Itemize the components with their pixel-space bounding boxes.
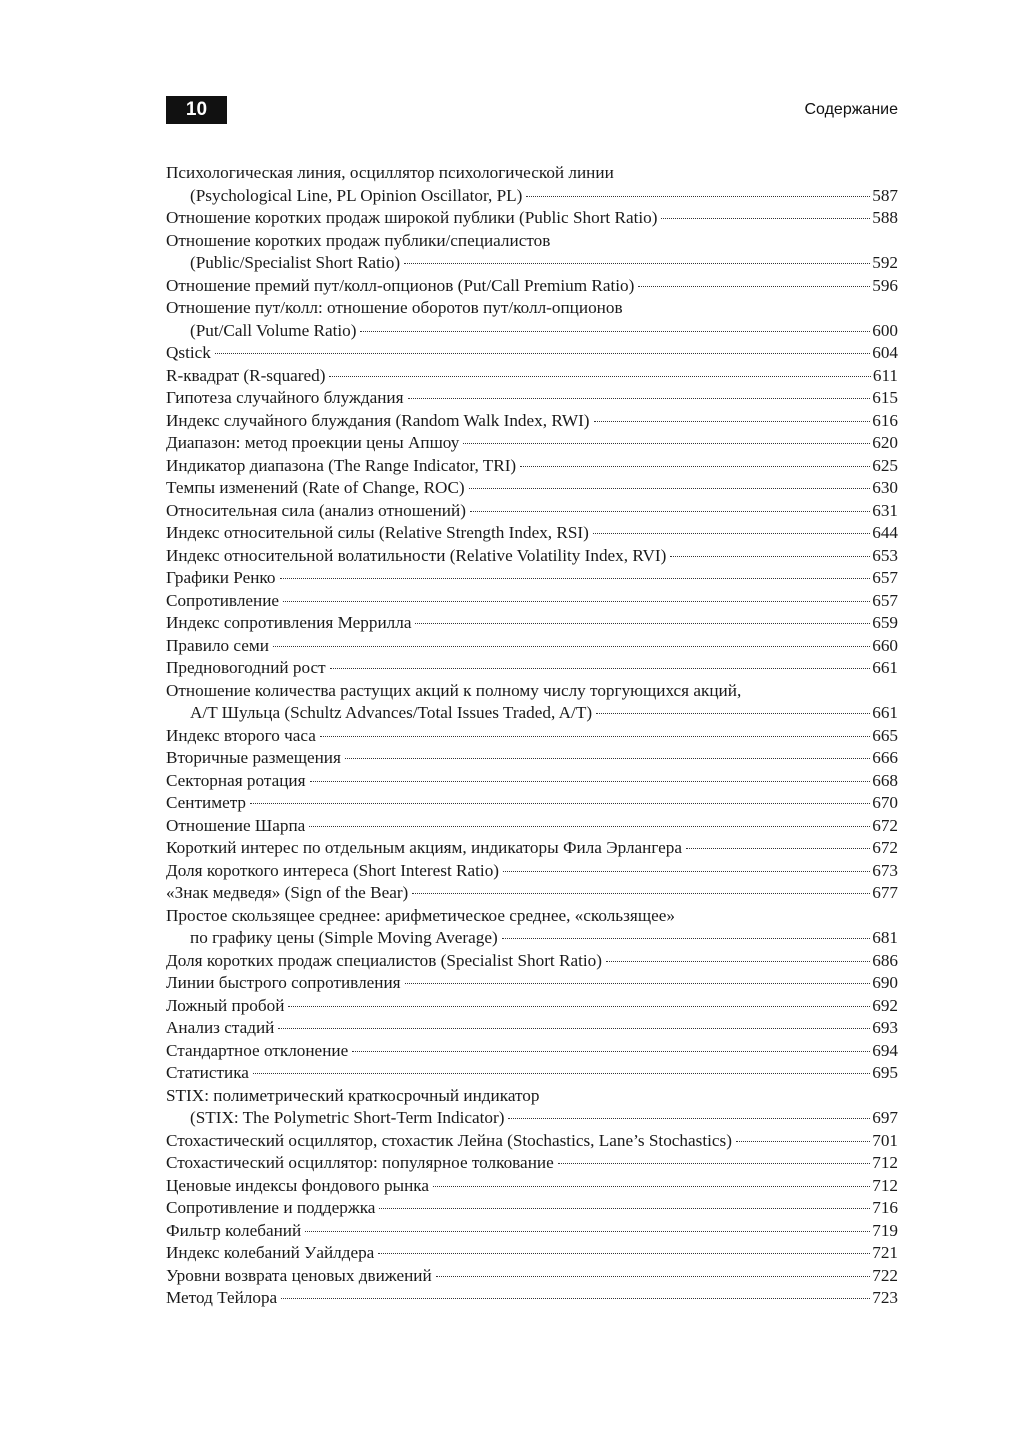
toc-entry-title: Отношение коротких продаж широкой публики (Public Short Ratio) <box>166 208 658 227</box>
toc-page-number: 719 <box>872 1220 898 1240</box>
dot-leader <box>558 1163 871 1164</box>
toc-entry-title: (Put/Call Volume Ratio) <box>190 320 357 340</box>
dot-leader <box>670 556 870 557</box>
toc-entry-title: Доля короткого интереса (Short Interest Ratio) <box>166 860 500 880</box>
toc-entry[interactable] <box>166 882 898 905</box>
toc-entry-line <box>166 770 898 793</box>
toc-entry[interactable] <box>166 837 898 860</box>
toc-entry-line <box>166 567 898 590</box>
toc-page-number: 620 <box>872 433 898 452</box>
toc-entry-title: Индекс сопротивления Меррилла <box>166 613 412 632</box>
dot-leader <box>593 533 870 534</box>
toc-entry-line <box>166 387 898 410</box>
toc-entry-line <box>166 905 898 928</box>
toc-page-number: 657 <box>872 590 898 610</box>
toc-entry-title: Правило семи <box>166 635 269 655</box>
toc-entry-line <box>166 1062 898 1085</box>
dot-leader <box>250 803 870 804</box>
dot-leader <box>330 668 871 669</box>
toc-entry[interactable] <box>166 950 898 973</box>
toc-entry-title: Психологическая линия, осциллятор психологической линии <box>166 163 614 182</box>
toc-entry[interactable] <box>166 995 898 1018</box>
toc-entry[interactable] <box>166 297 898 342</box>
toc-entry-title: (Public/Specialist Short Ratio) <box>190 253 401 272</box>
toc-page-number: 670 <box>872 793 898 812</box>
dot-leader <box>280 578 871 579</box>
toc-page-number: 657 <box>872 568 898 587</box>
toc-entry-title: Графики Ренко <box>166 568 276 587</box>
toc-entry-title: Диапазон: метод проекции цены Апшоу <box>166 433 460 452</box>
dot-leader <box>278 1028 870 1029</box>
dot-leader <box>526 196 870 197</box>
toc-entry[interactable] <box>166 162 898 207</box>
dot-leader <box>320 736 870 737</box>
dot-leader <box>596 713 870 714</box>
toc-entry-title: Короткий интерес по отдельным акциям, индикаторы Фила Эрлангера <box>166 838 683 857</box>
dot-leader <box>638 286 870 287</box>
toc-entry[interactable] <box>166 522 898 545</box>
toc-entry-title: Стохастический осциллятор, стохастик Лейна (Stochastics, Lane’s Stochastics) <box>166 1130 732 1150</box>
toc-entry-title: Доля коротких продаж специалистов (Specialist Short Ratio) <box>166 950 602 970</box>
toc-page-number: 587 <box>872 185 898 205</box>
toc-page-number: 694 <box>872 1040 898 1060</box>
toc-entry-title: Стохастический осциллятор: популярное толкование <box>166 1153 554 1172</box>
toc-entry[interactable] <box>166 612 898 635</box>
toc-entry-title: Qstick <box>166 343 211 362</box>
toc-page-number: 693 <box>872 1018 898 1037</box>
dot-leader <box>503 871 870 872</box>
toc-entry[interactable] <box>166 1287 898 1310</box>
toc-entry-line <box>166 275 898 298</box>
toc-entry[interactable] <box>166 207 898 230</box>
toc-page-number: 659 <box>872 613 898 632</box>
dot-leader <box>352 1051 870 1052</box>
dot-leader <box>310 781 871 782</box>
toc-page-number: 695 <box>872 1063 898 1082</box>
toc-entry-line <box>166 455 898 478</box>
dot-leader <box>283 601 870 602</box>
toc-entry-title: (Psychological Line, PL Opinion Oscillator, PL) <box>190 185 523 205</box>
toc-page-number: 697 <box>872 1108 898 1127</box>
toc-entry-title: (STIX: The Polymetric Short-Term Indicator) <box>190 1108 505 1127</box>
toc-entry-line <box>166 1040 898 1063</box>
dot-leader <box>329 376 870 377</box>
toc-entry-line <box>166 882 898 905</box>
toc-page-number: 681 <box>872 928 898 947</box>
dot-leader <box>594 421 871 422</box>
toc-page-number: 625 <box>872 455 898 475</box>
toc-page-number: 712 <box>872 1153 898 1172</box>
toc-page-number: 615 <box>872 388 898 407</box>
toc-page-number: 653 <box>872 545 898 565</box>
toc-entry-title: Индекс относительной волатильности (Relative Volatility Index, RVI) <box>166 545 667 565</box>
toc-entry-line <box>166 657 898 680</box>
toc-entry-title: Индекс колебаний Уайлдера <box>166 1243 375 1262</box>
toc-page-number: 712 <box>872 1175 898 1195</box>
toc-entry-line <box>166 927 898 950</box>
toc-entry-line <box>166 725 898 748</box>
toc-entry-line <box>166 747 898 770</box>
toc-entry-line <box>166 972 898 995</box>
toc-entry-title: Секторная ротация <box>166 770 306 790</box>
toc-page-number: 666 <box>872 748 898 767</box>
dot-leader <box>215 353 870 354</box>
toc-entry[interactable] <box>166 432 898 455</box>
dot-leader <box>288 1006 870 1007</box>
running-title: Содержание <box>804 101 898 118</box>
toc-page-number: 588 <box>872 208 898 227</box>
dot-leader <box>469 488 871 489</box>
toc-entry-line <box>166 612 898 635</box>
toc-entry[interactable] <box>166 1220 898 1243</box>
toc-entry-line <box>166 432 898 455</box>
toc-page-number: 686 <box>872 950 898 970</box>
dot-leader <box>502 938 870 939</box>
toc-page-number: 668 <box>872 770 898 790</box>
dot-leader <box>463 443 870 444</box>
toc-page-number: 661 <box>872 658 898 677</box>
toc-entry-line <box>166 590 898 613</box>
toc-page-number: 701 <box>872 1130 898 1150</box>
toc-entry-line <box>166 365 898 388</box>
toc-entry[interactable] <box>166 500 898 523</box>
toc-page-number: 661 <box>872 703 898 722</box>
toc-entry-title: Уровни возврата ценовых движений <box>166 1265 432 1285</box>
toc-entry[interactable] <box>166 545 898 568</box>
toc-entry-title: Индикатор диапазона (The Range Indicator, TRI) <box>166 455 517 475</box>
toc-page-number: 692 <box>872 995 898 1015</box>
dot-leader <box>405 983 871 984</box>
toc-entry-line <box>166 1017 898 1040</box>
dot-leader <box>273 646 870 647</box>
toc-entry-line <box>166 477 898 500</box>
toc-entry[interactable] <box>166 1130 898 1153</box>
toc-page-number: 672 <box>872 838 898 857</box>
toc-page-number: 660 <box>872 635 898 655</box>
toc-entry[interactable] <box>166 567 898 590</box>
toc-entry-line <box>166 1130 898 1153</box>
toc-entry[interactable] <box>166 815 898 838</box>
toc-entry-line <box>166 1085 898 1108</box>
toc-entry-title: Отношение пут/колл: отношение оборотов пут/колл-опционов <box>166 298 623 317</box>
toc-entry-line <box>166 1152 898 1175</box>
toc-page-number: 604 <box>872 343 898 362</box>
toc-entry[interactable] <box>166 1175 898 1198</box>
toc-entry-title: Предновогодний рост <box>166 658 326 677</box>
toc-page-number: 665 <box>872 725 898 745</box>
toc-entry[interactable] <box>166 1017 898 1040</box>
toc-page-number: 721 <box>872 1243 898 1262</box>
toc-entry-title: Индекс относительной силы (Relative Strength Index, RSI) <box>166 523 589 542</box>
dot-leader <box>345 758 870 759</box>
toc-entry[interactable] <box>166 1040 898 1063</box>
toc-page-number: 716 <box>872 1198 898 1217</box>
toc-entry-title: Сентиметр <box>166 793 247 812</box>
toc-entry[interactable] <box>166 410 898 433</box>
dot-leader <box>378 1253 870 1254</box>
toc-page-number: 630 <box>872 478 898 497</box>
toc-entry-line <box>166 207 898 230</box>
toc-page-number: 644 <box>872 523 898 542</box>
toc-page-number: 611 <box>872 365 898 385</box>
toc-page-number: 631 <box>872 500 898 520</box>
toc-entry[interactable] <box>166 792 898 815</box>
toc-entry-line <box>166 860 898 883</box>
toc-entry-line <box>166 702 898 725</box>
toc-entry-line <box>166 1287 898 1310</box>
toc-entry[interactable] <box>166 1062 898 1085</box>
dot-leader <box>281 1298 870 1299</box>
toc-entry-title: Ложный пробой <box>166 995 285 1015</box>
toc-entry[interactable] <box>166 590 898 613</box>
toc-page-number: 690 <box>872 973 898 992</box>
dot-leader <box>436 1276 871 1277</box>
toc-entry-line <box>166 950 898 973</box>
toc-page-number: 596 <box>872 275 898 295</box>
toc-entry-title: Индекс случайного блуждания (Random Walk Index, RWI) <box>166 410 590 430</box>
toc-entry-line <box>166 635 898 658</box>
toc-entry-title: A/T Шульца (Schultz Advances/Total Issues Traded, A/T) <box>190 703 593 722</box>
toc-entry-title: Стандартное отклонение <box>166 1040 349 1060</box>
toc-entry[interactable] <box>166 1197 898 1220</box>
toc-entry-title: Анализ стадий <box>166 1018 275 1037</box>
dot-leader <box>508 1118 870 1119</box>
toc-entry-line <box>166 297 898 320</box>
toc-entry[interactable] <box>166 657 898 680</box>
toc-entry-title: STIX: полиметрический краткосрочный индикатор <box>166 1085 540 1105</box>
toc-entry-line <box>166 500 898 523</box>
toc-entry-title: Сопротивление <box>166 590 280 610</box>
toc-entry-title: Темпы изменений (Rate of Change, ROC) <box>166 478 465 497</box>
dot-leader <box>404 263 870 264</box>
toc-entry[interactable] <box>166 680 898 725</box>
toc-entry-title: Линии быстрого сопротивления <box>166 973 401 992</box>
toc-entry[interactable] <box>166 1085 898 1130</box>
toc-entry[interactable] <box>166 455 898 478</box>
dot-leader <box>433 1186 870 1187</box>
toc-entry[interactable] <box>166 1152 898 1175</box>
toc-entry-line <box>166 815 898 838</box>
toc-entry-title: Индекс второго часа <box>166 725 316 745</box>
toc-entry-title: Простое скользящее среднее: арифметическое среднее, «скользящее» <box>166 905 675 925</box>
toc-entry-title: Вторичные размещения <box>166 748 341 767</box>
toc-entry-line <box>166 252 898 275</box>
toc-entry-line <box>166 837 898 860</box>
dot-leader <box>736 1141 870 1142</box>
toc-entry-line <box>166 1197 898 1220</box>
toc-entry-line <box>166 792 898 815</box>
dot-leader <box>661 218 870 219</box>
toc-entry-title: Отношение коротких продаж публики/специалистов <box>166 230 551 250</box>
toc-page-number: 600 <box>872 320 898 340</box>
toc-entry-title: R-квадрат (R-squared) <box>166 365 326 385</box>
dot-leader <box>305 1231 870 1232</box>
toc-entry[interactable] <box>166 747 898 770</box>
toc-entry[interactable] <box>166 635 898 658</box>
toc-entry-title: Сопротивление и поддержка <box>166 1198 376 1217</box>
toc-entry[interactable] <box>166 342 898 365</box>
toc-page-number: 672 <box>872 815 898 835</box>
toc-entry-line <box>166 1107 898 1130</box>
dot-leader <box>309 826 870 827</box>
toc-entry[interactable] <box>166 725 898 748</box>
toc-page-number: 616 <box>872 410 898 430</box>
toc-entry[interactable] <box>166 905 898 950</box>
toc-entry-line <box>166 185 898 208</box>
toc-page-number: 673 <box>872 860 898 880</box>
toc-entry-title: Отношение Шарпа <box>166 815 306 835</box>
dot-leader <box>408 398 871 399</box>
dot-leader <box>686 848 870 849</box>
toc-entry-line <box>166 1175 898 1198</box>
toc-entry[interactable] <box>166 860 898 883</box>
toc-entry-title: Относительная сила (анализ отношений) <box>166 500 466 520</box>
toc-entry-title: Отношение премий пут/колл-опционов (Put/Call Premium Ratio) <box>166 275 635 295</box>
toc-entry[interactable] <box>166 365 898 388</box>
dot-leader <box>415 623 870 624</box>
toc-entry-title: по графику цены (Simple Moving Average) <box>190 928 498 947</box>
toc-entry[interactable] <box>166 972 898 995</box>
toc-entry-line <box>166 410 898 433</box>
page-number: 10 <box>166 96 227 124</box>
toc-entry[interactable] <box>166 770 898 793</box>
toc-entry[interactable] <box>166 387 898 410</box>
toc-entry-line <box>166 545 898 568</box>
toc-entry-title: Гипотеза случайного блуждания <box>166 388 404 407</box>
toc-entry-title: Метод Тейлора <box>166 1288 278 1307</box>
toc-entry-line <box>166 995 898 1018</box>
toc-entry-title: Фильтр колебаний <box>166 1220 302 1240</box>
dot-leader <box>520 466 870 467</box>
toc-entry[interactable] <box>166 1242 898 1265</box>
toc-entry-title: Отношение количества растущих акций к полному числу торгующихся акций, <box>166 680 742 700</box>
toc-entry-title: «Знак медведя» (Sign of the Bear) <box>166 883 409 902</box>
toc-entry-line <box>166 680 898 703</box>
toc-page-number: 677 <box>872 883 898 902</box>
toc-entry-line <box>166 342 898 365</box>
toc-entry[interactable] <box>166 477 898 500</box>
toc-entry-line <box>166 1265 898 1288</box>
toc-entry-line <box>166 162 898 185</box>
dot-leader <box>412 893 870 894</box>
toc-page-number: 723 <box>872 1288 898 1307</box>
dot-leader <box>360 331 870 332</box>
toc-entry[interactable] <box>166 275 898 298</box>
dot-leader <box>253 1073 870 1074</box>
toc-entry-line <box>166 320 898 343</box>
toc-entry[interactable] <box>166 230 898 275</box>
table-of-contents <box>166 162 898 1310</box>
toc-entry-title: Ценовые индексы фондового рынка <box>166 1175 430 1195</box>
dot-leader <box>606 961 870 962</box>
dot-leader <box>379 1208 870 1209</box>
toc-entry[interactable] <box>166 1265 898 1288</box>
toc-entry-line <box>166 230 898 253</box>
toc-page-number: 592 <box>872 253 898 272</box>
toc-entry-line <box>166 1242 898 1265</box>
toc-entry-line <box>166 1220 898 1243</box>
toc-page-number: 722 <box>872 1265 898 1285</box>
toc-entry-title: Статистика <box>166 1063 249 1082</box>
dot-leader <box>470 511 870 512</box>
toc-entry-line <box>166 522 898 545</box>
